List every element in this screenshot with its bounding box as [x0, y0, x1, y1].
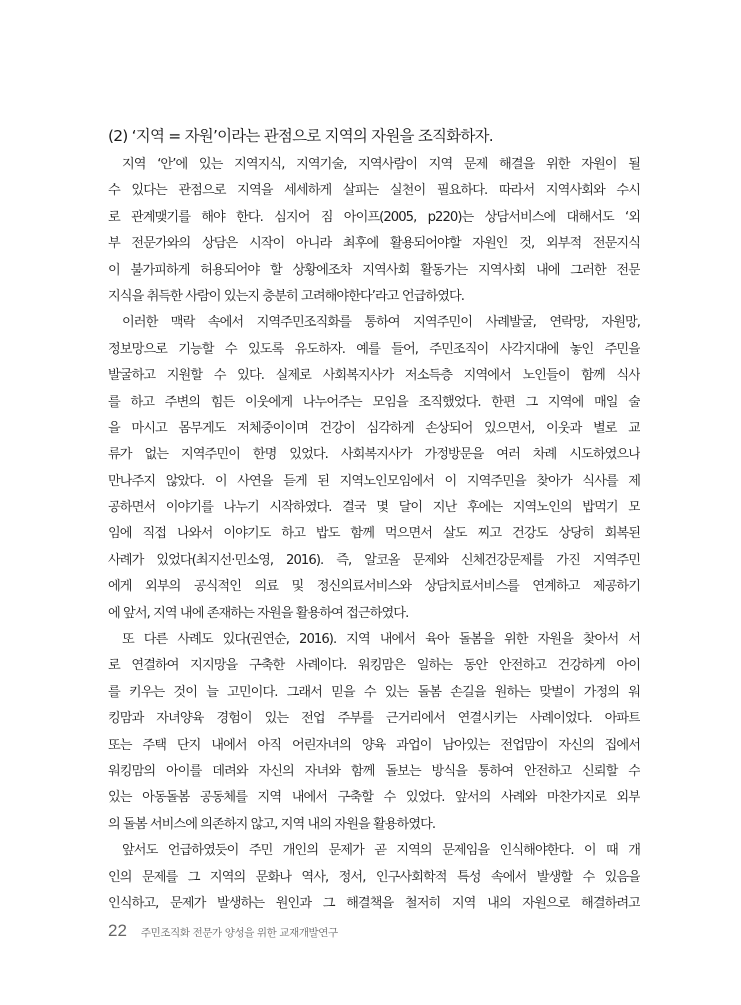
body-text — [108, 152, 640, 917]
page-number: 22 — [108, 921, 127, 940]
text-line: 로 관계맺기를 해야 한다. 심지어 짐 아이프(2005, p220)는 상담서비스에 대해서도 ‘외 — [108, 209, 640, 225]
text-line: 부 전문가와의 상담은 시작이 아니라 최후에 활용되어야할 자원인 것, 외부적 전문지식 — [108, 236, 640, 252]
page-footer — [108, 921, 640, 941]
text-line: 의 돌봄 서비스에 의존하지 않고, 지역 내의 자원을 활용하였다. — [108, 816, 436, 832]
text-line: 이러한 맥락 속에서 지역주민조직화를 통하여 지역주민이 사례발굴, 연락망, 자원망, — [122, 315, 640, 331]
text-line: 만나주지 않았다. 이 사연을 듣게 된 지역노인모임에서 이 지역주민을 찾아가 식사를 제 — [108, 473, 640, 489]
text-line: 에게 외부의 공식적인 의료 및 정신의료서비스와 상담치료서비스를 연계하고 제공하기 — [108, 579, 640, 595]
text-line: 발굴하고 지원할 수 있다. 실제로 사회복지사가 저소득층 지역에서 노인들이 함께 식사 — [108, 368, 640, 384]
text-line: 킹맘과 자녀양육 경험이 있는 전업 주부를 근거리에서 연결시키는 사례이었다. 아파트 — [108, 711, 640, 727]
text-line: 을 마시고 몸무게도 저체중이이며 건강이 심각하게 손상되어 있으면서, 이웃과 별로 교 — [108, 420, 640, 436]
text-line: 를 키우는 것이 늘 고민이다. 그래서 믿을 수 있는 돌봄 손길을 원하는 맞벌이 가정의 워 — [108, 684, 640, 700]
text-line: 로 연결하여 지지망을 구축한 사례이다. 워킹맘은 일하는 동안 안전하고 건강하게 아이 — [108, 658, 640, 674]
paragraph — [108, 627, 640, 838]
text-line: 공하면서 이야기를 나누기 시작하였다. 결국 몇 달이 지난 후에는 지역노인의 밥먹기 모 — [108, 500, 640, 516]
text-line: 인의 문제를 그 지역의 문화나 역사, 정서, 인구사회학적 특성 속에서 발생할 수 있음을 — [108, 869, 640, 885]
text-line: 지역 ‘안’에 있는 지역지식, 지역기술, 지역사람이 지역 문제 해결을 위한 자원이 될 — [122, 157, 640, 172]
text-line: 이 불가피하게 허용되어야 할 상황에조차 지역사회 활동가는 지역사회 내에 그러한 전문 — [108, 262, 640, 278]
paragraph — [108, 310, 640, 627]
text-line: 를 하고 주변의 힘든 이웃에게 나누어주는 모임을 조직했었다. 한편 그 지역에 매일 술 — [108, 394, 640, 410]
text-line: 임에 직접 나와서 이야기도 하고 밥도 함께 먹으면서 살도 찌고 건강도 상당히 회복된 — [108, 526, 640, 542]
paragraph — [108, 152, 640, 310]
section-heading: (2) ‘지역 = 자원’이라는 관점으로 지역의 자원을 조직화하자. — [108, 127, 493, 145]
text-line: 인식하고, 문제가 발생하는 원인과 그 해결책을 철저히 지역 내의 자원으로 해결하려고 — [108, 895, 640, 911]
text-line: 워킹맘의 아이를 데려와 자신의 자녀와 함께 돌보는 방식을 통하여 안전하고 신뢰할 수 — [108, 763, 640, 779]
paragraph — [108, 838, 640, 917]
text-line: 에 앞서, 지역 내에 존재하는 자원을 활용하여 접근하였다. — [108, 605, 409, 621]
text-line: 또는 주택 단지 내에서 아직 어린자녀의 양육 과업이 남아있는 전업맘이 자신의 집에서 — [108, 737, 640, 753]
text-line: 지식을 취득한 사람이 있는지 충분히 고려해야한다’라고 언급하였다. — [108, 288, 465, 304]
text-line: 정보망으로 기능할 수 있도록 유도하자. 예를 들어, 주민조직이 사각지대에 놓인 주민을 — [108, 341, 640, 357]
text-line: 앞서도 언급하였듯이 주민 개인의 문제가 곧 지역의 문제임을 인식해야한다. 이 때 개 — [122, 843, 640, 859]
text-line: 있는 아동돌봄 공동체를 지역 내에서 구축할 수 있었다. 앞서의 사례와 마찬가지로 외부 — [108, 790, 640, 806]
page-body — [108, 124, 640, 917]
running-title: 주민조직화 전문가 양성을 위한 교재개발연구 — [140, 927, 338, 939]
text-line: 류가 없는 지역주민이 한명 있었다. 사회복지사가 가정방문을 여러 차례 시도하였으나 — [108, 447, 640, 463]
text-line: 또 다른 사례도 있다(권연순, 2016). 지역 내에서 육아 돌봄을 위한 자원을 찾아서 서 — [122, 632, 640, 648]
text-line: 수 있다는 관점으로 지역을 세세하게 살피는 실천이 필요하다. 따라서 지역사회와 수시 — [108, 183, 640, 199]
text-line: 사례가 있었다(최지선·민소영, 2016). 즉, 알코올 문제와 신체건강문제를 가진 지역주민 — [108, 552, 640, 568]
